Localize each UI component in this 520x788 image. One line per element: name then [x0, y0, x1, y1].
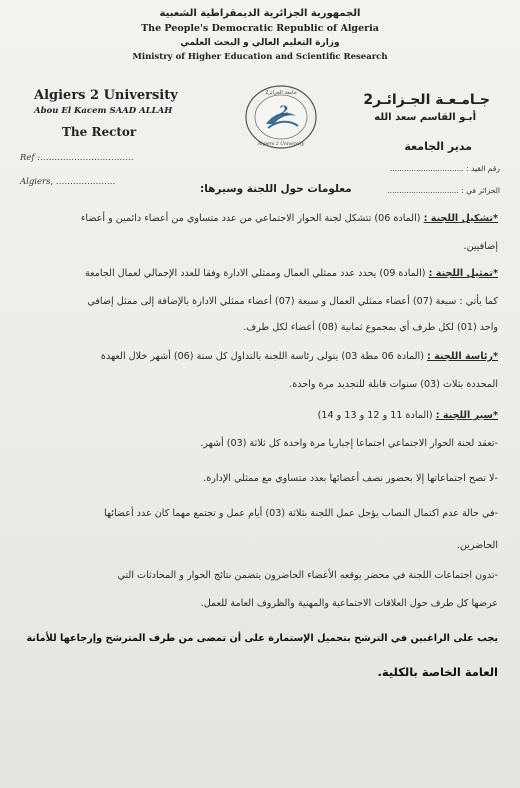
procedure-bullet-2: -لا تصح اجتماعاتها إلا بحضور نصف أعضائها بعدد متساوي مع ممثلي الإدارة.	[203, 473, 498, 484]
logo-caption-en: Algiers 2 University	[257, 142, 305, 147]
republic-en: The People's Democratic Republic of Algeria	[141, 23, 379, 34]
procedure-bullet-4-line-2: عرضها كل طرف حول العلاقات الاجتماعية والمهنية والظروف العامة للعمل.	[200, 598, 498, 609]
logo-caption-ar: جامعة الجزائر2	[265, 90, 297, 96]
logo-digit: 2	[279, 104, 289, 119]
formation-line-2: إضافيين.	[463, 241, 498, 252]
rector-title-ar: مدير الجامعة	[404, 140, 472, 153]
closing-line-1: يجب على الراغبين في الترشح بتحميل الإستمارة على أن تمضى من طرف المترشح وإرجاعها للأمانة	[26, 633, 498, 644]
procedure-text-1: (المادة 11 و 12 و 13 و 14)	[317, 410, 433, 421]
city-field-ar: الجزائر في : ..............................	[387, 186, 500, 195]
chair-line-2: المحددة بثلاث (03) سنوات قابلة للتجديد مرة واحدة.	[289, 379, 498, 390]
procedure-bullet-1: -تعقد لجنة الحوار الاجتماعي اجتماعا إجباريا مرة واحدة كل ثلاثة (03) أشهر.	[200, 438, 498, 449]
formation-heading: *تشكيل اللجنة :	[423, 213, 498, 224]
representation-line-1	[85, 268, 498, 279]
rector-name-ar: أبـو القاسم سعد الله	[374, 112, 476, 123]
document-title: معلومات حول اللجنة وسيرها:	[200, 183, 352, 195]
procedure-heading: *سير اللجنة :	[435, 410, 498, 421]
city-field-en: Algiers, …………………	[20, 177, 116, 187]
representation-line-3: واحد (01) لكل طرف أي بمجموع ثمانية (08) أعضاء لكل طرف.	[243, 322, 498, 333]
representation-line-2: كما يأتي : سبعة (07) أعضاء ممثلي العمال و سبعة (07) أعضاء ممثلي الادارة بالإضافة إلى ممثل إضافي	[87, 296, 498, 307]
representation-text-1: (المادة 09) يحدد عدد ممثلي العمال وممثلي الادارة وفقا للعدد الإجمالي لعمال الجامعة	[85, 268, 426, 279]
procedure-bullet-4-line-1: -تدون اجتماعات اللجنة في محضر يوقعه الأعضاء الحاضرون يتضمن نتائج الحوار و المحادثات التي	[117, 570, 498, 581]
chair-line-1	[101, 351, 498, 362]
formation-text-1: (المادة 06) تتشكل لجنة الحوار الاجتماعي من عدد متساوي من أعضاء دائمين و أعضاء	[80, 213, 421, 224]
university-name-ar: جـامـعـة الجـزائـر2	[363, 92, 490, 108]
formation-line-1	[81, 213, 498, 224]
rector-name-en: Abou El Kacem SAAD ALLAH	[34, 106, 173, 116]
ref-field-ar: رقم القيد : ...............................	[389, 164, 500, 173]
chair-heading: *رئاسة اللجنة :	[427, 351, 498, 362]
procedure-bullet-3-line-2: الحاضرين.	[456, 540, 498, 551]
ministry-en: Ministry of Higher Education and Scientific Research	[132, 52, 388, 62]
chair-text-1: (المادة 06 مطة 03) يتولى رئاسة اللجنة بالتداول كل ستة (06) أشهر خلال العهدة	[100, 351, 424, 362]
ministry-ar: وزارة التعليم العالي و البحث العلمي	[180, 38, 340, 48]
closing-line-2: العامة الخاصة بالكلية.	[377, 665, 498, 679]
procedure-bullet-3-line-1: -في حالة عدم اكتمال النصاب يؤجل عمل اللجنة بثلاثة (03) أيام عمل و تجتمع مهما كان عدد أعضائها	[103, 508, 498, 519]
university-name-en: Algiers 2 University	[34, 88, 178, 103]
ref-field-en: Ref :……………………………	[20, 153, 134, 163]
republic-ar: الجمهورية الجزائرية الديمقراطية الشعبية	[159, 8, 361, 19]
rector-title-en: The Rector	[62, 125, 137, 139]
procedure-line-1	[318, 410, 498, 421]
university-logo	[244, 84, 318, 150]
representation-heading: *تمثيل اللجنة :	[428, 268, 498, 279]
